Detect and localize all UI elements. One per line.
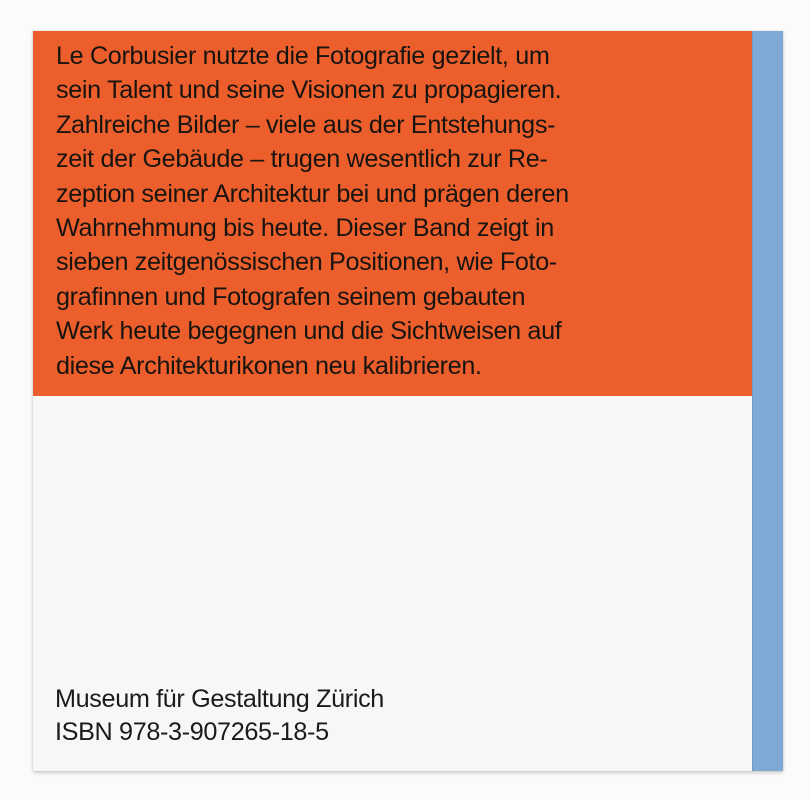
blurb-line: Le Corbusier nutzte die Fotografie gezielt, um (56, 42, 550, 70)
blurb-text (56, 39, 746, 383)
blurb-line: Werk heute begegnen und die Sichtweisen auf (56, 317, 562, 346)
blurb-line: diese Architekturikonen neu kalibrieren. (56, 351, 482, 380)
blue-spine-edge (752, 31, 783, 771)
publisher-block (55, 683, 384, 748)
publisher-name: Museum für Gestaltung Zürich (55, 685, 384, 713)
blurb-line: Wahrnehmung bis heute. Dieser Band zeigt in (56, 214, 554, 243)
blurb-line: sieben zeitgenössischen Positionen, wie Foto- (56, 248, 557, 277)
book-back-cover (33, 31, 783, 771)
blurb-line: Zahlreiche Bilder – viele aus der Entstehungs- (56, 110, 556, 139)
orange-text-panel (33, 31, 753, 396)
blurb-line: zeption seiner Architektur bei und prägen deren (56, 179, 569, 208)
isbn-number: ISBN 978-3-907265-18-5 (55, 717, 329, 746)
blurb-line: zeit der Gebäude – trugen wesentlich zur Re- (56, 145, 548, 174)
blurb-line: grafinnen und Fotografen seinem gebauten (56, 282, 526, 311)
blurb-line: sein Talent und seine Visionen zu propagieren. (56, 76, 562, 105)
